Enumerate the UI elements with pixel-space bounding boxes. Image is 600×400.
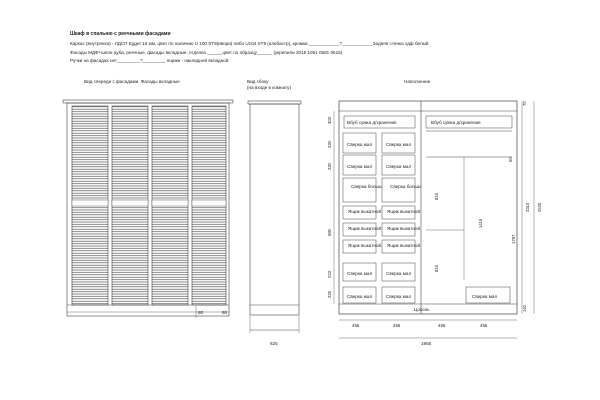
dim-outer-3: 2520 (537, 202, 542, 212)
box-small-4: Сверка мал (386, 164, 412, 169)
drawer-2: Ящик выкатной (387, 209, 421, 214)
fill-view-label: Наполнение (404, 79, 431, 84)
spec-line-handles: Ручки на фасадах нет_________?_________ ящики - накладной вкладной (70, 58, 229, 63)
front-view (63, 100, 233, 318)
box-small-8: Сверка мал (386, 294, 412, 299)
document-title: Шкаф в спальню с реечными фасадами (70, 31, 171, 37)
front-door-2 (112, 106, 148, 305)
side-view-label-line2: (на входе в комнату) (247, 85, 292, 90)
side-panel (250, 104, 299, 315)
dim-bottom-1: 456 (352, 323, 360, 328)
dim-bottom-4: 456 (480, 323, 488, 328)
dim-inner-3: 1416 (478, 218, 483, 228)
box-small-3: Сверка мал (347, 164, 373, 169)
dim-bottom-2: 456 (393, 323, 401, 328)
spec-line-carcass: Каркас (внутрянка) - ЛДСП Egger 16 мм, цвет по наличию U 100 ST9(ивори) либо U104 ST9 (алебастр), кромка ____________?____________Задняя стенка хдф белый (70, 41, 429, 46)
fill-view (327, 101, 542, 346)
dim-outer-2: 2310 (525, 202, 530, 212)
spec-line-facades: Фасады МДФ+шпон дуба, реечные, фасады вкладные, отделка ______цвет по образцу______ (укрепили 2015 1051 0581 0515) (70, 50, 343, 55)
dim-outer-5: 140 (522, 305, 527, 312)
shelf-bag-right: Вбуб сумка д/хранения (431, 120, 481, 125)
drawer-1: Ящик выкатной (348, 209, 382, 214)
front-door-3 (152, 106, 188, 305)
dim-left-3: 230 (327, 163, 332, 170)
dim-inner-4: 816 (434, 265, 439, 272)
dim-left-1: 303 (327, 117, 332, 124)
dim-total-width: 1955 (421, 341, 432, 346)
drawer-5: Ящик выкатной (348, 243, 382, 248)
box-small-1: Сверка мал (347, 142, 373, 147)
drawer-6: Ящик выкатной (387, 243, 421, 248)
dim-outer-4: 1787 (511, 234, 516, 244)
box-small-9: Сверка мал (472, 294, 498, 299)
drawer-4: Ящик выкатной (387, 226, 421, 231)
dim-outer-1: 70 (522, 101, 527, 106)
drawer-3: Ящик выкатной (348, 226, 382, 231)
box-big-1: Сверка больш (351, 184, 382, 189)
dim-inner-1: 60 (508, 157, 513, 162)
box-small-2: Сверка мал (386, 142, 412, 147)
front-cornice (63, 100, 233, 103)
side-view-label-line1: Вид сбоку (247, 79, 269, 84)
front-door-4 (192, 106, 226, 305)
side-view (248, 101, 301, 346)
front-door-1 (72, 106, 108, 305)
front-dim-right: 80 (222, 310, 228, 315)
dim-left-5: 223 (327, 271, 332, 278)
dim-left-4: 680 (327, 229, 332, 236)
shelf-bag-left: Вбуб сумка д/хранения (347, 120, 397, 125)
dim-left-2: 230 (327, 141, 332, 148)
side-dim-depth: 625 (270, 341, 278, 346)
dim-inner-2: 816 (434, 193, 439, 200)
front-view-label: Вид спереди с фасадами. Фасады вкладные (84, 79, 180, 84)
dim-left-6: 225 (327, 291, 332, 298)
box-small-5: Сверка мал (347, 271, 373, 276)
front-dim-left: 80 (198, 310, 204, 315)
dim-bottom-3: 456 (438, 323, 446, 328)
box-small-6: Сверка мал (386, 271, 412, 276)
box-big-2: Сверка больш (390, 184, 421, 189)
plinth-label: Цоколь (414, 307, 430, 312)
box-small-7: Сверка мал (347, 294, 373, 299)
